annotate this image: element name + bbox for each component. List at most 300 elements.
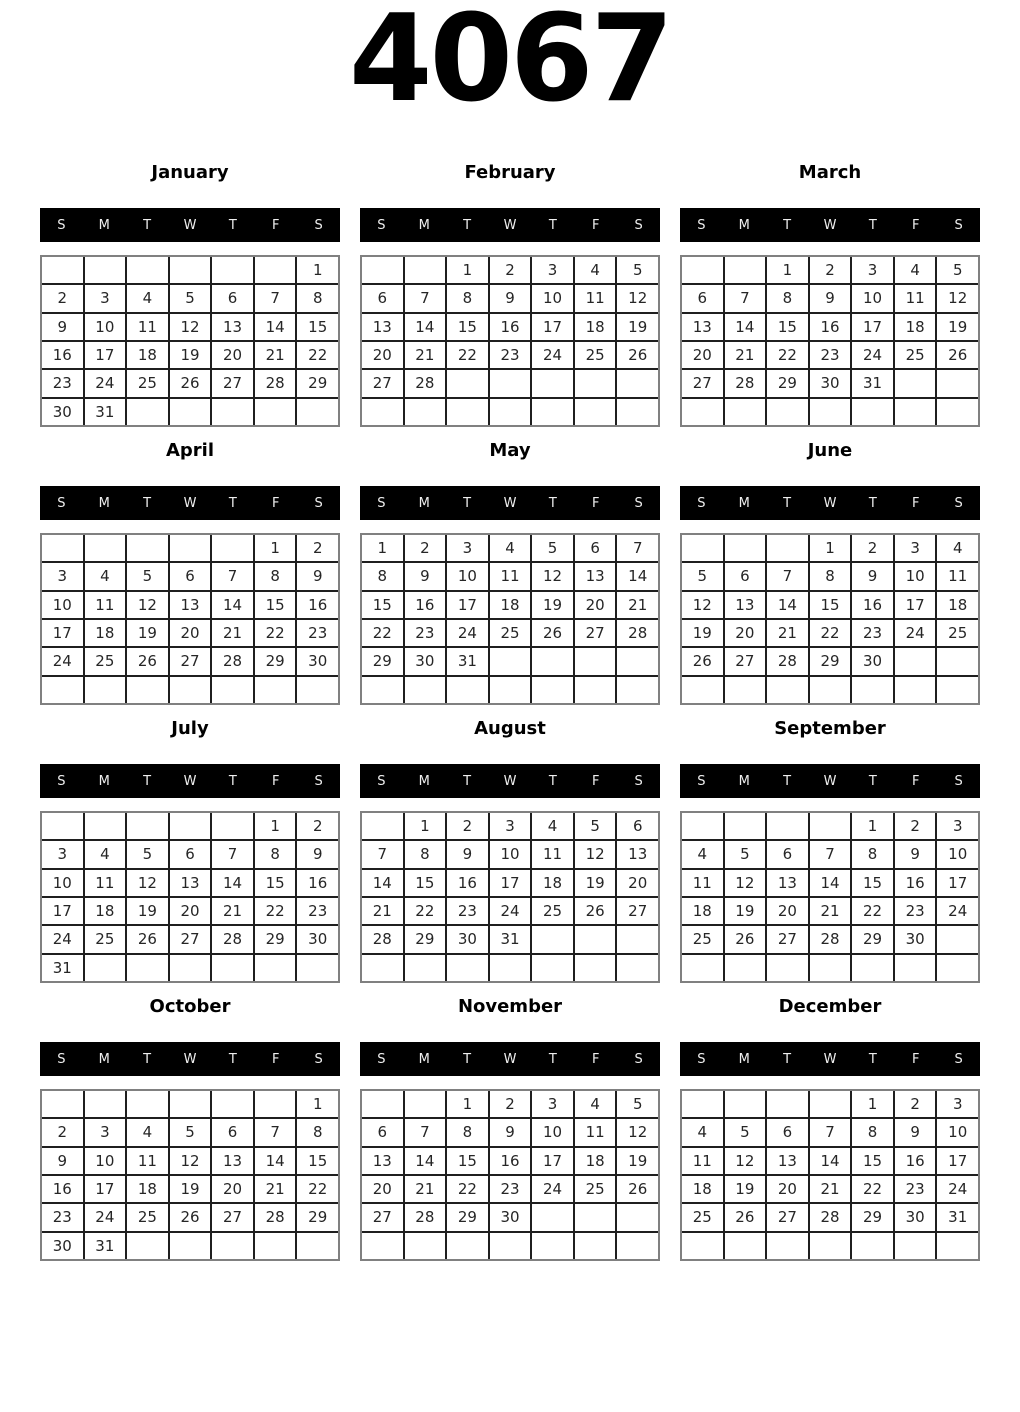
day-cell: 10 bbox=[852, 285, 893, 311]
weekday-header-cell: M bbox=[418, 773, 430, 789]
day-cell: 30 bbox=[490, 1204, 531, 1230]
day-cell: 12 bbox=[617, 285, 658, 311]
day-cell: 13 bbox=[767, 1148, 808, 1174]
day-cell-empty bbox=[682, 955, 723, 981]
day-cell: 7 bbox=[212, 841, 253, 867]
day-cell: 12 bbox=[937, 285, 978, 311]
day-cell-empty bbox=[212, 1233, 253, 1259]
day-cell: 18 bbox=[937, 592, 978, 618]
day-cell-empty bbox=[937, 648, 978, 674]
day-cell: 11 bbox=[85, 870, 126, 896]
day-cell-empty bbox=[170, 677, 211, 703]
day-cell: 29 bbox=[297, 1204, 338, 1230]
weekday-header-bar bbox=[360, 764, 660, 798]
day-cell-empty bbox=[617, 1204, 658, 1230]
day-cell: 15 bbox=[405, 870, 446, 896]
day-cell-empty bbox=[85, 955, 126, 981]
day-cell: 4 bbox=[85, 563, 126, 589]
weekday-header-cell: T bbox=[143, 1051, 152, 1067]
day-cell: 24 bbox=[85, 370, 126, 396]
day-cell: 15 bbox=[255, 592, 296, 618]
day-cell: 13 bbox=[212, 1148, 253, 1174]
day-cell: 7 bbox=[810, 1119, 851, 1145]
day-cell: 28 bbox=[617, 620, 658, 646]
day-cell: 6 bbox=[682, 285, 723, 311]
day-cell: 20 bbox=[362, 1176, 403, 1202]
weekday-header-cell: T bbox=[228, 217, 237, 233]
day-cell: 2 bbox=[297, 813, 338, 839]
day-cell: 15 bbox=[852, 870, 893, 896]
day-cell: 5 bbox=[170, 285, 211, 311]
day-cell: 12 bbox=[127, 592, 168, 618]
weekday-header-cell: S bbox=[954, 217, 963, 233]
day-cell: 12 bbox=[170, 1148, 211, 1174]
weekday-header-cell: F bbox=[911, 217, 920, 233]
day-cell: 30 bbox=[447, 926, 488, 952]
day-cell-empty bbox=[127, 1091, 168, 1117]
day-cell: 27 bbox=[212, 370, 253, 396]
weekday-header-cell: T bbox=[783, 495, 792, 511]
day-cell: 20 bbox=[575, 592, 616, 618]
weekday-header-bar bbox=[360, 486, 660, 520]
day-cell: 13 bbox=[767, 870, 808, 896]
weekday-header-bar bbox=[40, 1042, 340, 1076]
day-cell-empty bbox=[212, 813, 253, 839]
day-cell: 19 bbox=[127, 620, 168, 646]
day-cell-empty bbox=[255, 955, 296, 981]
day-cell: 13 bbox=[617, 841, 658, 867]
day-cell: 2 bbox=[490, 1091, 531, 1117]
day-cell-empty bbox=[42, 535, 83, 561]
day-cell-empty bbox=[362, 1091, 403, 1117]
day-cell: 31 bbox=[852, 370, 893, 396]
months-grid bbox=[40, 162, 980, 1261]
day-cell: 7 bbox=[767, 563, 808, 589]
month-title: August bbox=[474, 718, 546, 739]
day-cell-empty bbox=[682, 257, 723, 283]
day-cell-empty bbox=[725, 955, 766, 981]
month-section bbox=[360, 718, 660, 983]
weekday-header-cell: F bbox=[271, 495, 280, 511]
day-cell-empty bbox=[725, 1233, 766, 1259]
day-cell: 11 bbox=[575, 285, 616, 311]
day-cell: 15 bbox=[297, 314, 338, 340]
day-cell-empty bbox=[895, 370, 936, 396]
day-cell: 17 bbox=[42, 898, 83, 924]
day-cell-empty bbox=[725, 813, 766, 839]
day-cell-empty bbox=[852, 955, 893, 981]
day-cell: 3 bbox=[895, 535, 936, 561]
day-cell: 13 bbox=[170, 870, 211, 896]
month-title: May bbox=[489, 440, 531, 461]
day-cell: 11 bbox=[490, 563, 531, 589]
day-cell: 25 bbox=[895, 342, 936, 368]
weekday-header-bar bbox=[360, 208, 660, 242]
day-cell: 29 bbox=[447, 1204, 488, 1230]
day-cell: 24 bbox=[895, 620, 936, 646]
day-cell: 27 bbox=[212, 1204, 253, 1230]
day-cell: 20 bbox=[212, 1176, 253, 1202]
weekday-header-cell: W bbox=[823, 495, 837, 511]
day-cell-empty bbox=[127, 1233, 168, 1259]
day-cell: 15 bbox=[767, 314, 808, 340]
month-title: February bbox=[464, 162, 556, 183]
day-cell-empty bbox=[127, 813, 168, 839]
day-cell: 18 bbox=[575, 1148, 616, 1174]
month-day-grid bbox=[680, 533, 980, 705]
day-cell: 7 bbox=[810, 841, 851, 867]
weekday-header-cell: T bbox=[463, 495, 472, 511]
day-cell: 16 bbox=[490, 314, 531, 340]
day-cell: 6 bbox=[767, 841, 808, 867]
day-cell-empty bbox=[575, 926, 616, 952]
day-cell-empty bbox=[170, 535, 211, 561]
day-cell-empty bbox=[725, 1091, 766, 1117]
weekday-header-cell: M bbox=[738, 495, 750, 511]
day-cell: 19 bbox=[617, 1148, 658, 1174]
day-cell: 9 bbox=[852, 563, 893, 589]
day-cell-empty bbox=[767, 535, 808, 561]
day-cell: 13 bbox=[362, 314, 403, 340]
weekday-header-cell: T bbox=[463, 1051, 472, 1067]
day-cell: 26 bbox=[617, 342, 658, 368]
day-cell: 16 bbox=[810, 314, 851, 340]
day-cell-empty bbox=[405, 257, 446, 283]
day-cell: 2 bbox=[490, 257, 531, 283]
day-cell: 9 bbox=[490, 285, 531, 311]
day-cell: 5 bbox=[170, 1119, 211, 1145]
day-cell-empty bbox=[767, 955, 808, 981]
day-cell-empty bbox=[255, 1233, 296, 1259]
day-cell: 25 bbox=[937, 620, 978, 646]
day-cell-empty bbox=[767, 677, 808, 703]
day-cell: 12 bbox=[725, 1148, 766, 1174]
day-cell: 25 bbox=[682, 926, 723, 952]
day-cell: 9 bbox=[297, 563, 338, 589]
weekday-header-cell: S bbox=[314, 773, 323, 789]
day-cell: 14 bbox=[617, 563, 658, 589]
day-cell: 1 bbox=[297, 1091, 338, 1117]
weekday-header-cell: S bbox=[57, 1051, 66, 1067]
weekday-header-cell: S bbox=[314, 495, 323, 511]
day-cell: 19 bbox=[725, 898, 766, 924]
day-cell: 1 bbox=[810, 535, 851, 561]
day-cell: 24 bbox=[447, 620, 488, 646]
day-cell: 23 bbox=[490, 342, 531, 368]
weekday-header-cell: T bbox=[868, 773, 877, 789]
day-cell: 12 bbox=[682, 592, 723, 618]
day-cell: 11 bbox=[85, 592, 126, 618]
day-cell: 1 bbox=[362, 535, 403, 561]
weekday-header-cell: T bbox=[868, 217, 877, 233]
day-cell: 15 bbox=[362, 592, 403, 618]
day-cell: 2 bbox=[852, 535, 893, 561]
month-day-grid bbox=[360, 533, 660, 705]
day-cell: 22 bbox=[405, 898, 446, 924]
day-cell: 5 bbox=[937, 257, 978, 283]
day-cell: 19 bbox=[575, 870, 616, 896]
day-cell-empty bbox=[255, 1091, 296, 1117]
weekday-header-cell: S bbox=[954, 773, 963, 789]
month-section bbox=[40, 996, 340, 1261]
day-cell: 21 bbox=[405, 1176, 446, 1202]
day-cell: 26 bbox=[127, 926, 168, 952]
weekday-header-cell: S bbox=[57, 773, 66, 789]
day-cell: 27 bbox=[362, 370, 403, 396]
weekday-header-cell: S bbox=[697, 1051, 706, 1067]
day-cell: 1 bbox=[852, 1091, 893, 1117]
weekday-header-bar bbox=[40, 208, 340, 242]
day-cell-empty bbox=[362, 399, 403, 425]
weekday-header-cell: S bbox=[697, 495, 706, 511]
day-cell: 7 bbox=[255, 1119, 296, 1145]
day-cell: 22 bbox=[362, 620, 403, 646]
day-cell: 6 bbox=[170, 563, 211, 589]
day-cell: 5 bbox=[682, 563, 723, 589]
day-cell-empty bbox=[532, 1204, 573, 1230]
weekday-header-cell: M bbox=[738, 217, 750, 233]
day-cell-empty bbox=[810, 399, 851, 425]
day-cell: 4 bbox=[85, 841, 126, 867]
day-cell: 20 bbox=[767, 1176, 808, 1202]
day-cell-empty bbox=[255, 399, 296, 425]
day-cell: 19 bbox=[127, 898, 168, 924]
day-cell: 15 bbox=[255, 870, 296, 896]
day-cell-empty bbox=[42, 1091, 83, 1117]
day-cell: 5 bbox=[575, 813, 616, 839]
day-cell-empty bbox=[127, 677, 168, 703]
month-title: July bbox=[171, 718, 209, 739]
day-cell-empty bbox=[362, 813, 403, 839]
day-cell: 10 bbox=[85, 1148, 126, 1174]
day-cell: 24 bbox=[852, 342, 893, 368]
weekday-header-cell: T bbox=[548, 1051, 557, 1067]
day-cell: 9 bbox=[297, 841, 338, 867]
month-section bbox=[40, 718, 340, 983]
weekday-header-cell: F bbox=[591, 1051, 600, 1067]
day-cell: 23 bbox=[447, 898, 488, 924]
day-cell-empty bbox=[447, 677, 488, 703]
weekday-header-bar bbox=[360, 1042, 660, 1076]
day-cell: 6 bbox=[212, 1119, 253, 1145]
day-cell: 23 bbox=[405, 620, 446, 646]
day-cell: 14 bbox=[362, 870, 403, 896]
day-cell: 8 bbox=[447, 285, 488, 311]
day-cell: 22 bbox=[447, 342, 488, 368]
day-cell-empty bbox=[682, 677, 723, 703]
weekday-header-cell: S bbox=[314, 1051, 323, 1067]
day-cell: 23 bbox=[297, 620, 338, 646]
day-cell: 17 bbox=[532, 1148, 573, 1174]
day-cell: 2 bbox=[810, 257, 851, 283]
day-cell-empty bbox=[170, 1091, 211, 1117]
day-cell-empty bbox=[767, 399, 808, 425]
day-cell: 29 bbox=[362, 648, 403, 674]
day-cell: 15 bbox=[447, 1148, 488, 1174]
day-cell-empty bbox=[170, 399, 211, 425]
day-cell-empty bbox=[490, 370, 531, 396]
day-cell: 7 bbox=[362, 841, 403, 867]
day-cell: 25 bbox=[575, 342, 616, 368]
day-cell: 25 bbox=[490, 620, 531, 646]
weekday-header-cell: M bbox=[98, 217, 110, 233]
day-cell: 4 bbox=[575, 257, 616, 283]
day-cell: 10 bbox=[532, 285, 573, 311]
day-cell: 25 bbox=[532, 898, 573, 924]
day-cell: 9 bbox=[895, 841, 936, 867]
day-cell-empty bbox=[447, 955, 488, 981]
day-cell: 21 bbox=[405, 342, 446, 368]
weekday-header-bar bbox=[40, 764, 340, 798]
day-cell: 8 bbox=[362, 563, 403, 589]
day-cell: 22 bbox=[255, 898, 296, 924]
day-cell-empty bbox=[362, 1233, 403, 1259]
day-cell: 17 bbox=[85, 342, 126, 368]
day-cell: 16 bbox=[42, 342, 83, 368]
day-cell-empty bbox=[682, 1091, 723, 1117]
day-cell: 28 bbox=[362, 926, 403, 952]
day-cell-empty bbox=[532, 955, 573, 981]
day-cell: 12 bbox=[127, 870, 168, 896]
day-cell: 24 bbox=[85, 1204, 126, 1230]
day-cell: 10 bbox=[895, 563, 936, 589]
day-cell: 5 bbox=[617, 1091, 658, 1117]
day-cell: 22 bbox=[767, 342, 808, 368]
month-day-grid bbox=[680, 1089, 980, 1261]
day-cell: 4 bbox=[895, 257, 936, 283]
day-cell: 19 bbox=[532, 592, 573, 618]
day-cell: 23 bbox=[42, 1204, 83, 1230]
day-cell: 14 bbox=[810, 1148, 851, 1174]
day-cell-empty bbox=[895, 677, 936, 703]
day-cell: 30 bbox=[297, 648, 338, 674]
day-cell: 31 bbox=[42, 955, 83, 981]
day-cell-empty bbox=[212, 399, 253, 425]
day-cell: 20 bbox=[212, 342, 253, 368]
day-cell: 13 bbox=[362, 1148, 403, 1174]
weekday-header-cell: S bbox=[57, 217, 66, 233]
day-cell: 14 bbox=[255, 314, 296, 340]
day-cell: 26 bbox=[532, 620, 573, 646]
day-cell: 23 bbox=[297, 898, 338, 924]
day-cell: 21 bbox=[212, 620, 253, 646]
day-cell: 24 bbox=[532, 1176, 573, 1202]
weekday-header-cell: W bbox=[823, 217, 837, 233]
day-cell-empty bbox=[725, 677, 766, 703]
day-cell: 11 bbox=[127, 1148, 168, 1174]
day-cell: 11 bbox=[937, 563, 978, 589]
month-section bbox=[360, 996, 660, 1261]
day-cell-empty bbox=[297, 1233, 338, 1259]
weekday-header-cell: S bbox=[634, 1051, 643, 1067]
day-cell: 7 bbox=[212, 563, 253, 589]
day-cell-empty bbox=[532, 677, 573, 703]
day-cell: 27 bbox=[575, 620, 616, 646]
day-cell: 8 bbox=[255, 563, 296, 589]
day-cell: 20 bbox=[682, 342, 723, 368]
day-cell: 20 bbox=[725, 620, 766, 646]
day-cell-empty bbox=[575, 677, 616, 703]
day-cell: 6 bbox=[212, 285, 253, 311]
weekday-header-cell: T bbox=[463, 217, 472, 233]
day-cell: 29 bbox=[767, 370, 808, 396]
day-cell: 17 bbox=[490, 870, 531, 896]
year-title: 4067 bbox=[349, 0, 671, 129]
weekday-header-cell: W bbox=[503, 1051, 517, 1067]
day-cell: 19 bbox=[170, 1176, 211, 1202]
weekday-header-cell: T bbox=[463, 773, 472, 789]
day-cell-empty bbox=[532, 1233, 573, 1259]
weekday-header-cell: T bbox=[548, 217, 557, 233]
day-cell: 8 bbox=[767, 285, 808, 311]
day-cell: 17 bbox=[447, 592, 488, 618]
day-cell: 26 bbox=[937, 342, 978, 368]
day-cell-empty bbox=[617, 648, 658, 674]
day-cell: 25 bbox=[85, 648, 126, 674]
day-cell: 9 bbox=[42, 314, 83, 340]
day-cell: 2 bbox=[297, 535, 338, 561]
day-cell: 14 bbox=[725, 314, 766, 340]
day-cell-empty bbox=[937, 677, 978, 703]
day-cell: 8 bbox=[852, 1119, 893, 1145]
day-cell-empty bbox=[170, 1233, 211, 1259]
weekday-header-cell: T bbox=[143, 495, 152, 511]
day-cell: 24 bbox=[937, 898, 978, 924]
day-cell-empty bbox=[852, 1233, 893, 1259]
month-day-grid bbox=[360, 811, 660, 983]
day-cell: 29 bbox=[810, 648, 851, 674]
day-cell: 19 bbox=[725, 1176, 766, 1202]
day-cell: 1 bbox=[255, 813, 296, 839]
day-cell: 16 bbox=[42, 1176, 83, 1202]
day-cell: 16 bbox=[297, 870, 338, 896]
day-cell: 7 bbox=[617, 535, 658, 561]
day-cell-empty bbox=[212, 677, 253, 703]
day-cell: 9 bbox=[810, 285, 851, 311]
day-cell: 8 bbox=[810, 563, 851, 589]
day-cell-empty bbox=[810, 1091, 851, 1117]
day-cell-empty bbox=[532, 399, 573, 425]
day-cell: 16 bbox=[895, 870, 936, 896]
weekday-header-cell: W bbox=[183, 495, 197, 511]
month-day-grid bbox=[40, 1089, 340, 1261]
month-day-grid bbox=[40, 533, 340, 705]
day-cell: 18 bbox=[895, 314, 936, 340]
weekday-header-cell: M bbox=[98, 773, 110, 789]
day-cell: 18 bbox=[490, 592, 531, 618]
day-cell: 18 bbox=[532, 870, 573, 896]
day-cell-empty bbox=[490, 1233, 531, 1259]
day-cell: 1 bbox=[297, 257, 338, 283]
day-cell: 20 bbox=[617, 870, 658, 896]
weekday-header-cell: S bbox=[377, 773, 386, 789]
day-cell: 24 bbox=[42, 648, 83, 674]
day-cell-empty bbox=[255, 257, 296, 283]
day-cell-empty bbox=[725, 535, 766, 561]
day-cell-empty bbox=[682, 813, 723, 839]
day-cell-empty bbox=[170, 955, 211, 981]
day-cell: 16 bbox=[490, 1148, 531, 1174]
day-cell: 2 bbox=[895, 1091, 936, 1117]
weekday-header-cell: T bbox=[228, 773, 237, 789]
day-cell: 24 bbox=[937, 1176, 978, 1202]
day-cell: 3 bbox=[42, 563, 83, 589]
day-cell: 8 bbox=[405, 841, 446, 867]
weekday-header-cell: S bbox=[954, 495, 963, 511]
day-cell-empty bbox=[297, 677, 338, 703]
day-cell-empty bbox=[682, 1233, 723, 1259]
day-cell-empty bbox=[575, 370, 616, 396]
